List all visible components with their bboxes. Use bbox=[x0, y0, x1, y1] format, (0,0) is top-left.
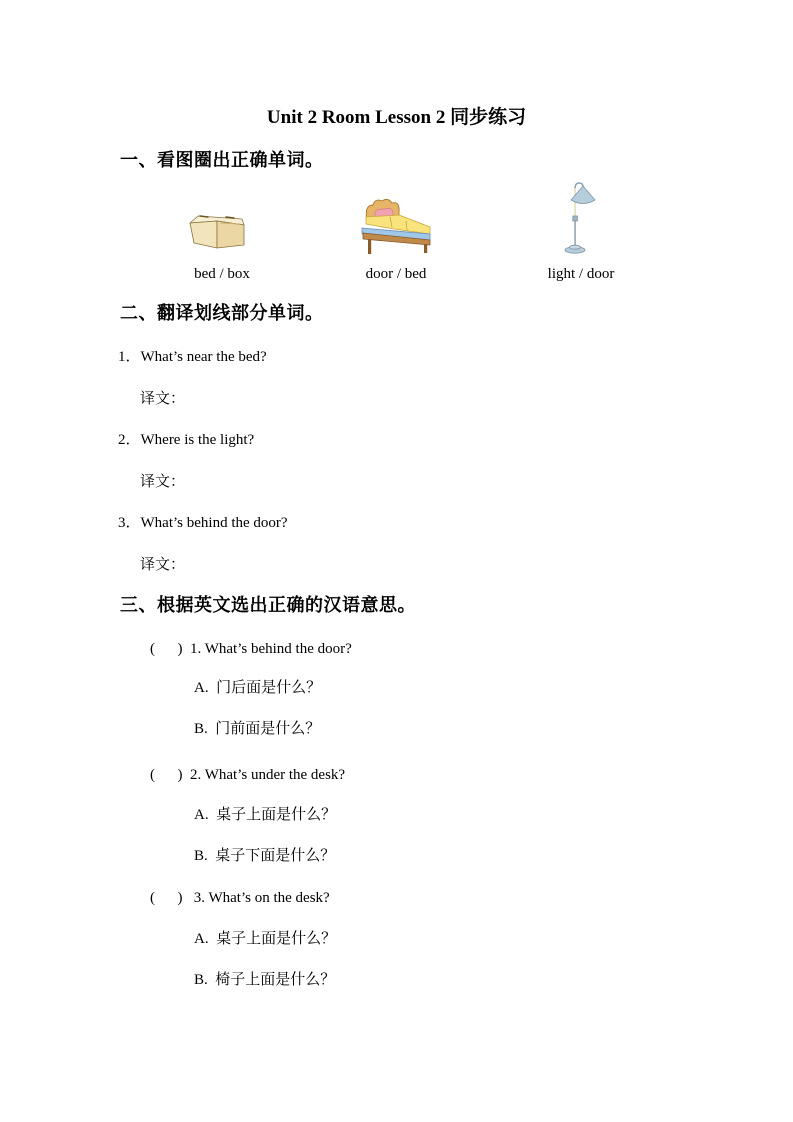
question-line: 2．Where is the light? bbox=[118, 432, 255, 448]
lamp-pole-lower bbox=[574, 221, 576, 247]
floor-lamp-illustration bbox=[560, 180, 600, 256]
answer-prompt-line: 译文： bbox=[140, 474, 186, 490]
option-line: B. 门前面是什么？ bbox=[194, 721, 321, 737]
bed-illustration bbox=[360, 196, 434, 256]
option-line: A. 门后面是什么？ bbox=[194, 680, 322, 696]
lamp-base-top bbox=[570, 245, 581, 249]
option-line: A. 桌子上面是什么？ bbox=[194, 931, 337, 947]
cardboard-box-illustration bbox=[188, 212, 246, 250]
question-line: 3．What’s behind the door? bbox=[118, 515, 288, 531]
word-choice-label-box: bed / box bbox=[194, 266, 250, 282]
page-title: Unit 2 Room Lesson 2 同步练习 bbox=[266, 107, 527, 128]
choice-question-line: ( ) 2. What’s under the desk? bbox=[150, 767, 346, 783]
choice-question-line: ( ) 1. What’s behind the door? bbox=[150, 641, 352, 657]
answer-prompt-line: 译文： bbox=[140, 391, 186, 407]
question-line: 1．What’s near the bed? bbox=[118, 349, 267, 365]
option-line: B. 桌子下面是什么？ bbox=[194, 848, 336, 864]
box-side-face bbox=[217, 221, 244, 248]
lamp-pole-joint bbox=[573, 216, 578, 221]
section-three-heading: 三、根据英文选出正确的汉语意思。 bbox=[120, 595, 416, 615]
word-choice-label-lamp: light / door bbox=[547, 266, 615, 282]
bed-left-leg bbox=[368, 239, 371, 254]
bed-right-leg bbox=[424, 244, 427, 253]
word-choice-label-bed: door / bed bbox=[365, 266, 427, 282]
option-line: B. 椅子上面是什么？ bbox=[194, 972, 336, 988]
section-two-heading: 二、翻译划线部分单词。 bbox=[120, 303, 324, 323]
option-line: A. 桌子上面是什么？ bbox=[194, 807, 337, 823]
section-one-heading: 一、看图圈出正确单词。 bbox=[120, 150, 324, 170]
box-front-face bbox=[190, 221, 217, 248]
answer-prompt-line: 译文： bbox=[140, 557, 186, 573]
choice-question-line: ( ) 3. What’s on the desk? bbox=[150, 890, 330, 906]
